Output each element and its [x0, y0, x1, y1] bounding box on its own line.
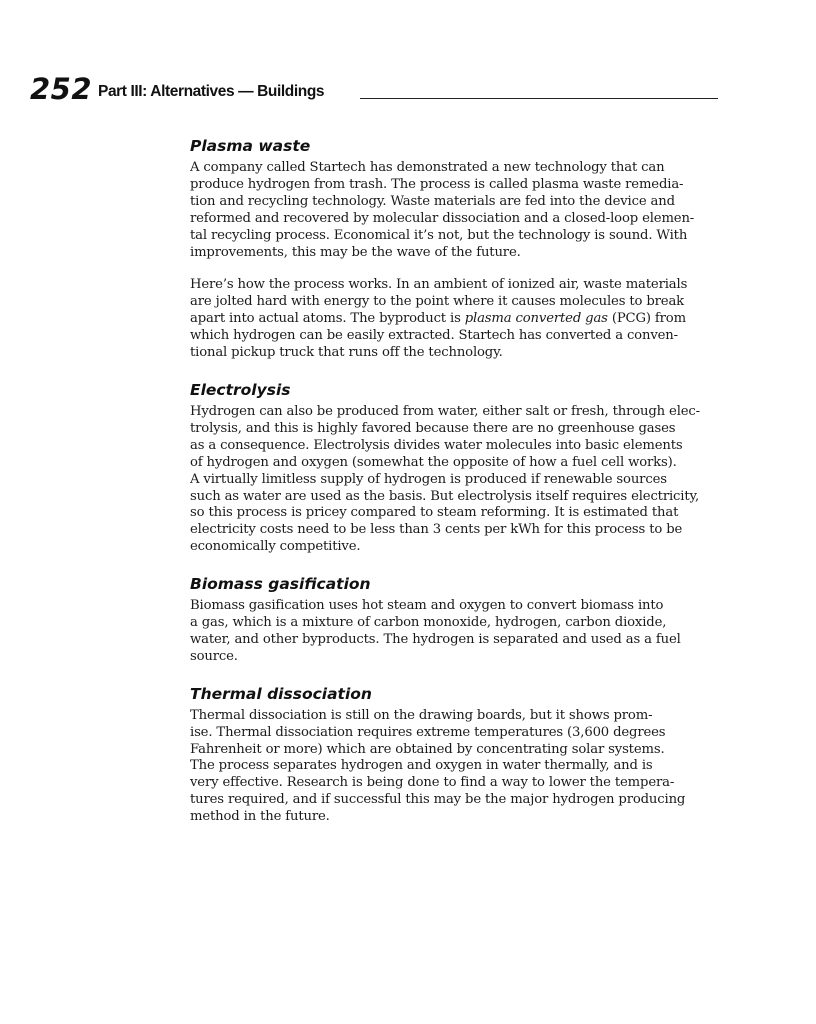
paragraph-text: (PCG) from which hydrogen can be easily extracted. Startech has converted a conven- tional pickup truck that runs off the technology.: [190, 311, 686, 361]
section-biomass-gasification: [190, 574, 715, 666]
section-heading: Electrolysis: [190, 380, 291, 399]
paragraph: Biomass gasification uses hot steam and oxygen to convert biomass into a gas, which is a mixture of carbon monoxide, hydrogen, carbon dioxide, water, and other byproducts. The hydrogen is separated and used as a fuel source.: [190, 598, 681, 664]
paragraph-text: Here’s how the process works. In an ambient of ionized air, waste materials are jolted hard with energy to the point where it causes molecules to break apart into actual atoms. The byproduct is: [190, 277, 688, 327]
paragraph: A company called Startech has demonstrated a new technology that can produce hydrogen from trash. The process is called plasma waste remedia- tion and recycling technology. Waste materials are fed into the device and reformed and recovered by molecular dissociation and a closed-loop elemen- tal recycling process. Economical it’s not, but the technology is sound. With improvements, this may be the wave of the future.: [190, 160, 695, 260]
section-plasma-waste: [190, 136, 715, 362]
section-thermal-dissociation: [190, 684, 715, 826]
page-number: 252: [30, 72, 93, 106]
section-electrolysis: [190, 380, 715, 556]
paragraph: Thermal dissociation is still on the drawing boards, but it shows prom- ise. Thermal dissociation requires extreme temperatures (3,600 degrees Fahrenheit or more) which are obtained by concentrating solar systems. The process separates hydrogen and oxygen in water thermally, and is very effective. Research is being done to find a way to lower the tempera- tures required, and if successful this may be the major hydrogen producing method in the future.: [190, 707, 686, 825]
paragraph: Hydrogen can also be produced from water, either salt or fresh, through elec- trolysis, and this is highly favored because there are no greenhouse gases as a consequence. Electrolysis divides water molecules into basic elements of hydrogen and oxygen (somewhat the opposite of how a fuel cell works). A virtually limitless supply of hydrogen is produced if renewable sources such as water are used as the basis. But electrolysis itself requires electricity, so this process is pricey compared to steam reforming. It is estimated that electricity costs need to be less than 3 cents per kWh for this process to be economically competitive.: [190, 403, 700, 555]
running-head: Part III: Alternatives — Buildings: [98, 83, 325, 100]
paragraph: [190, 277, 715, 362]
emphasized-term: plasma converted gas: [464, 311, 608, 327]
section-heading: Biomass gasification: [190, 575, 371, 594]
section-heading: Thermal dissociation: [190, 684, 372, 703]
page-body: [190, 136, 715, 826]
section-heading: Plasma waste: [190, 137, 311, 155]
page-header: [30, 74, 718, 104]
header-rule: [360, 98, 718, 99]
